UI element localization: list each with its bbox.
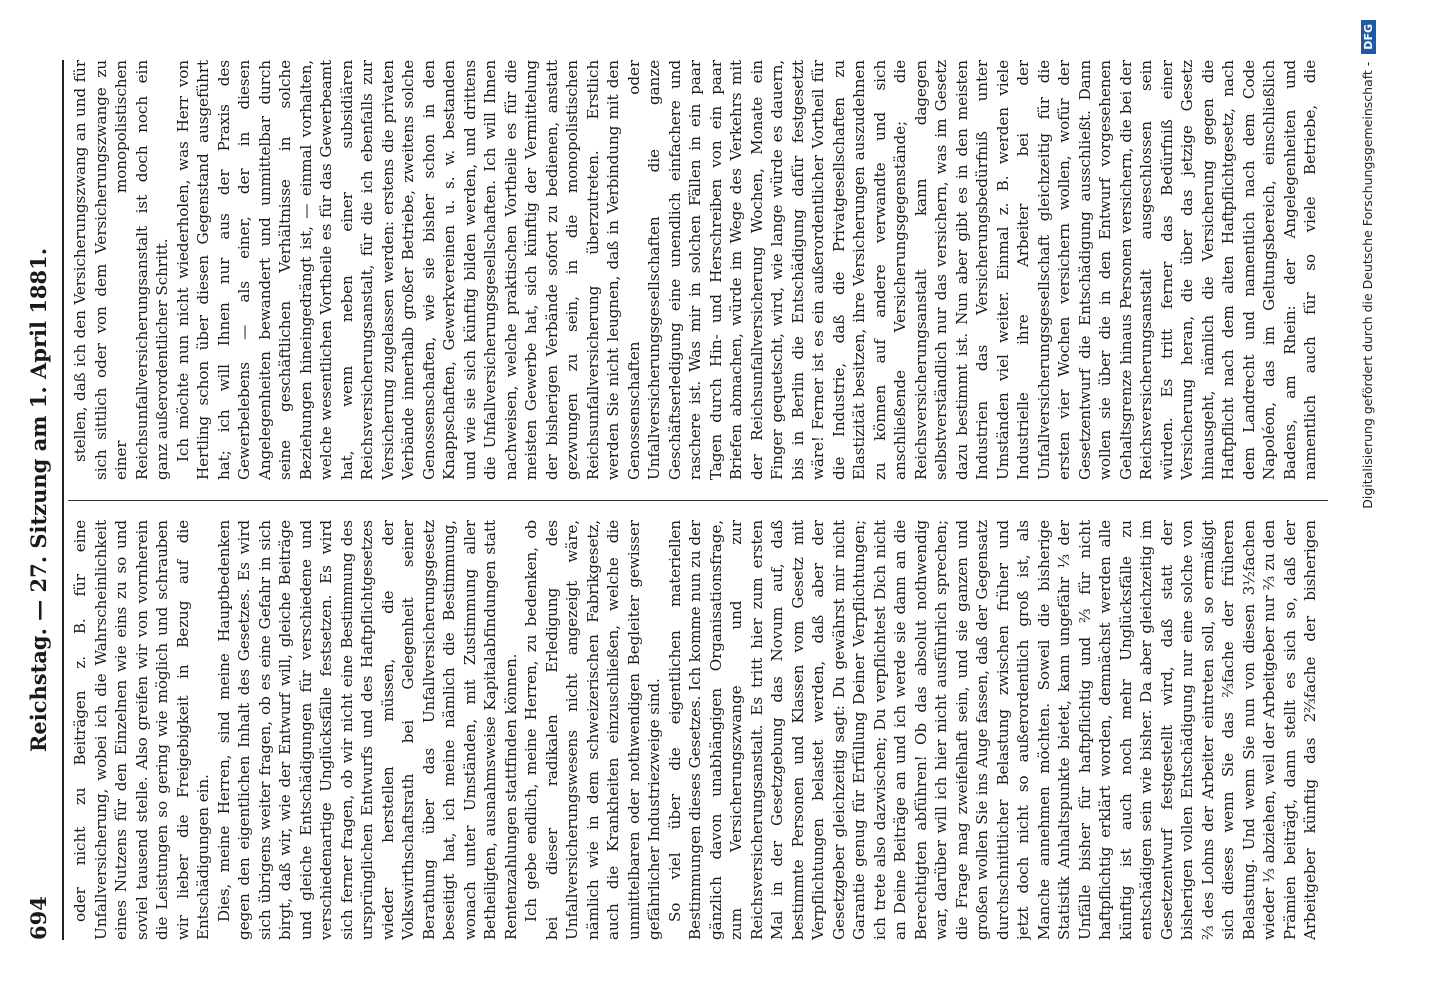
paragraph: stellen, daß ich den Versicherungszwang an und für sich sittlich oder von dem Versicherungszwange zu einer monopolistischen Reichsunfallversicherungsanstalt ist doch noch ein ganz außerordentlicher Schritt. [71, 60, 171, 480]
paragraph: oder nicht zu Beiträgen z. B. für eine Unfallversicherung, wobei ich die Wahrscheinlichkeit eines Nutzens für den Einzelnen wie eins zu so und soviel tausend stelle. Also greifen wir von vornherein die Leistungen so gering wie möglich und schrauben wir lieber die Freigebigkeit in Bezug auf die Entschädigungen ein. [71, 520, 212, 940]
paragraph: So viel über die eigentlichen materiellen Bestimmungen dieses Gesetzes. Ich komme nun zu der gänzlich davon unabhängigen Organisationsfrage, zum Versicherungszwange und zur Reichsversicherungsanstalt. Es tritt hier zum ersten Mal in der Gesetzgebung das Novum auf, daß bestimmte Personen und Klassen vom Gesetz mit Verpflichtungen belastet werden, daß aber der Gesetzgeber gleichzeitig sagt: Du gewährst mir nicht Garantie genug für Erfüllung Deiner Verpflichtungen; ich trete also dazwischen; Du verpflichtest Dich nicht an Deine Beiträge an und ich werde sie dann an die Berechtigten abführen! Ob das absolut nothwendig war, darüber will ich hier nicht ausführlich sprechen; die Frage mag zweifelhaft sein, und sie ganzen und großen wollen Sie ins Auge fassen, daß der Gegensatz durchschnittlicher Belastung zwischen früher und jetzt doch nicht so außerordentlich groß ist, als Manche annehmen möchten. Soweil die bisherige Statistik Anhaltspunkte bietet, kann ungefähr ⅓ der Unfälle bisher für haftpflichtig und ⅔ für nicht haftpflichtig erklärt worden, demnächst werden alle künftig ist auch noch mehr Unglücksfälle zu entschädigen sein wie bisher. Da aber gleichzeitig im Gesetzentwurf festgestellt wird, daß statt der bisherigen vollen Entschädigung nur eine solche von ⅔ des Lohns der Arbeiter eintreten soll, so ermäßigt sich dieses wenn Sie das ⅔fache der früheren Belastung. Und wenn Sie nun von diesen 3½fachen wieder ⅓ abziehen, weil der Arbeitgeber nur ⅔ zu den Prämien beiträgt, dann stellt es sich so, daß der Arbeitgeber künftig das 2⅔fache der bisherigen [665, 520, 1319, 940]
column-divider [68, 500, 1328, 501]
page-header [20, 60, 60, 940]
digitization-credit [1360, 20, 1390, 980]
header-rule [62, 60, 64, 940]
text-column-right [70, 60, 1320, 480]
paragraph: Ich gebe endlich, meine Herren, zu bedenken, ob bei dieser radikalen Erledigung des Unfallversicherungswesens nicht angezeigt wäre, nämlich wie in dem schweizerischen Fabrikgesetz, auch die Krankheiten einzuschließen, welche die unmittelbaren oder nothwendigen Begleiter gewisser gefährlicher Industriezweige sind. [522, 520, 663, 940]
page-number: 694 [26, 896, 51, 940]
credit-text: Digitalisierung gefördert durch die Deutsche Forschungsgemeinschaft - [1360, 61, 1375, 509]
paragraph: Dies, meine Herren, sind meine Hauptbedenken gegen den eigentlichen Inhalt des Gesetzes. Es wird sich übrigens weiter fragen, ob es eine Gefahr in sich birgt, daß wir, wie der Entwurf will, gleiche Beiträge und gleiche Entschädigungen für verschiedene und verschiedenartige Unglücksfälle festsetzen. Es wird sich ferner fragen, ob wir nicht eine Bestimmung des ursprünglichen Entwurfs und des Haftpflichtgesetzes wieder herstellen müssen, die der Volkswirthschaftsrath bei Gelegenheit seiner Berathung über das Unfallversicherungsgesetz beseitigt hat, ich meine nämlich die Bestimmung, wonach unter Umständen, mit Zustimmung aller Betheiligten, ausnahmsweise Kapitalabfindungen statt Rentenzahlungen stattfinden können. [214, 520, 520, 940]
dfg-logo: DFG [1361, 20, 1376, 54]
text-column-left [70, 520, 1320, 940]
running-title: Reichstag. — 27. Sitzung am 1. April 1881. [26, 247, 51, 753]
paragraph: Ich möchte nun nicht wiederholen, was Herr von Hertling schon über diesen Gegenstand ausgeführt hat; ich will Ihnen nur aus der Praxis des Gewerbelebens — als einer, der in diesen Angelegenheiten bewandert und unmittelbar durch seine geschäftlichen Verhältnisse in solche Beziehungen hineingedrängt ist, — einmal vorhalten, welche wesentlichen Vortheile es für das Gewerbeamt hat, wenn neben einer subsidiären Reichsversicherungsanstalt, für die ich ebenfalls zur Versicherung zugelassen werden: erstens die privaten Verbände innerhalb großer Betriebe, zweitens solche Genossenschaften, wie sie bisher schon in den Knappschaften, Gewerkvereinen u. s. w. bestanden und wie sie sich künftig bilden werden, und drittens die Unfallversicherungsgesellschaften. Ich will Ihnen nachweisen, welche praktischen Vortheile es für die meisten Gewerbe hat, sich künftig der Vermittelung der bisherigen Verbände sofort zu bedienen, anstatt gezwungen zu sein, in die monopolistischen Reichsunfallversicherung überzutreten. Erstlich werden Sie nicht leugnen, daß in Verbindung mit den Genossenschaften oder Unfallversicherungsgesellschaften die ganze Geschäftserledigung eine unendlich einfachere und raschere ist. Was mir in solchen Fällen in ein paar Tagen durch Hin- und Herschreiben von ein paar Briefen abmachen, würde im Wege des Verkehrs mit der Reichsunfallversicherung Wochen, Monate ein Finger gequetscht, wird, wie lange würde es dauern, bis in Berlin die Entschädigung dafür festgesetzt wäre! Ferner ist es ein außerordentlicher Vortheil für die Industrie, daß die Privatgesellschaften zu Elastizität besitzen, ihre Versicherungen auszudehnen zu können auf andere verwandte und sich anschließende Versicherungsgegenstände; die Reichsversicherungsanstalt kann dagegen selbstverständlich nur das versichern, was im Gesetz dazu bestimmt ist. Nun aber gibt es in den meisten Industrien das Versicherungsbedürfniß unter Umständen viel weiter. Einmal z. B. werden viele Industrielle ihre Arbeiter bei der Unfallversicherungsgesellschaft gleichzeitig für die ersten vier Wochen versichern wollen, wofür der Gesetzentwurf die Entschädigung ausschließt. Dann wollen sie über die in den Entwurf vorgesehenen Gehaltsgrenze hinaus Personen versichern, die bei der Reichsversicherungsanstalt ausgeschlossen sein würden. Es tritt ferner das Bedürfniß einer Versicherung heran, die über das jetzige Gesetz hinausgeht, nämlich die Versicherung gegen die Haftpflicht nach dem alten Haftpflichtgesetz, nach dem Landrecht und namentlich nach dem Code Napoléon, das im Geltungsbereich, einschließlich Badens, am Rhein: der Angelegenheiten und namentlich auch für so viele Betriebe, die [173, 60, 1319, 480]
